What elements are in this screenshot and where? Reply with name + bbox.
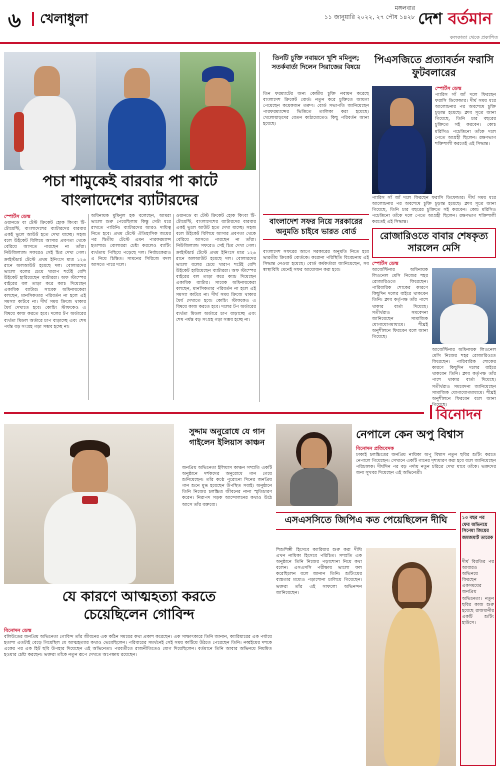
cricketer-photo-3 bbox=[180, 52, 256, 170]
banner-accent bbox=[430, 405, 432, 419]
psg-headline: পিএসজিতে প্রত্যাবর্তন ফরাসি ফুটবলারের bbox=[374, 55, 494, 79]
brand-logo bbox=[418, 6, 498, 41]
messi-headline-box bbox=[372, 228, 496, 258]
psg-body-cont: প্যারিস সাঁ জাঁ দলে ফিরছেন ফরাসি ডিফেন্ডার। দীর্ঘ সময় ধরে আলোচনার পর অবশেষে চুক্তি চূড়ান্ত হয়েছে। ক্লাব সূত্রে জানা গিয়েছে, তিনি চার বছরের চুক্তিতে সই করবেন। কোচ মরিসিও পচেত্তিনো তাঁকে দলে পেতে আগ্রহী ছিলেন। রক্ষণভাগ শক্তিশালী করতেই এই সিদ্ধান্ত। bbox=[372, 196, 496, 226]
dateline bbox=[285, 4, 415, 22]
messi-byline: স্পোর্টস ডেস্ক bbox=[372, 261, 399, 267]
govinda-headline-line-2: চেয়েছিলেন গোবিন্দ bbox=[83, 607, 195, 623]
masthead bbox=[0, 0, 500, 44]
messi-photo bbox=[432, 268, 496, 344]
mominul-headline: তিনটি চুক্তি নবায়নে খুশি মমিনুল; সতর্কবার্তা দিলেন সিরাজের বিষয়ে bbox=[271, 54, 361, 71]
brand-part-a: দেশ bbox=[418, 9, 448, 28]
lead-byline: স্পোর্টস ডেস্ক bbox=[4, 214, 31, 220]
cricketer-photo-1 bbox=[4, 52, 96, 170]
column-rule bbox=[259, 52, 260, 402]
psg-byline: স্পোর্টস ডেস্ক bbox=[435, 86, 462, 92]
lead-body-col-3: ওয়ানডে বা টেস্ট ক্রিকেট হোক কিংবা টি-টোয়েন্টি, বাংলাদেশের ব্যাটারদের বারবার একই ভুলে আউট হতে দেখা যাচ্ছে। সহজ বলে উইকেট বিলিয়ে আসার প্রবণতা থেকে বেরিয়ে আসতে পারছেন না তাঁরা। নিউজিল্যান্ড সফরেও সেই চিত্র দেখা গেল। ক্রাইস্টচার্চ টেস্টে প্রথম ইনিংসে মাত্র ১২৬ রানে অলআউট হয়েছে দল। বোলারদের ভালো বলের চেয়ে খারাপ শটেই বেশি উইকেট হারিয়েছেন ব্যাটাররা। অফ স্টাম্পের বাইরের বল তাড়া করে ক্যাচ দিয়েছেন একাধিক ব্যাটার। সাবেক অধিনায়কেরা বলছেন, মানসিকতার পরিবর্তন না হলে এই সমস্যা কাটবে না। দীর্ঘ সময় ক্রিজে থাকার ধৈর্য দেখাতে হবে। কোচিং স্টাফকেও এ বিষয়ে কাজ করতে হবে। দলের টপ অর্ডারের ব্যর্থতা মিডল অর্ডারে চাপ বাড়াচ্ছে এবং শেষ পর্যন্ত বড় সংগ্রহ গড়া সম্ভব হচ্ছে না। bbox=[176, 214, 256, 323]
apu-photo bbox=[276, 424, 352, 506]
mominul-body: তিন ফরম্যাটের জন্য কেন্দ্রীয় চুক্তি নবায়ন করেছে বাংলাদেশ ক্রিকেট বোর্ড। নতুন করে চুক্তিতে জায়গা পেয়েছেন কয়েকজন তরুণ। বোর্ড সভাপতি জানিয়েছেন পারফরম্যান্সের ভিত্তিতে তালিকা করা হয়েছে। খেলোয়াড়দের বেতন কাঠামোতেও কিছু পরিবর্তন আনা হয়েছে। bbox=[263, 92, 369, 128]
day-label: মঙ্গলবার bbox=[394, 5, 415, 12]
bcb-headline: বাংলাদেশ সফর নিয়ে সরকারের অনুমতি চাইবে ভারত বোর্ড bbox=[269, 217, 363, 236]
lead-headline-line-2: বাংলাদেশের ব্যাটারদের bbox=[61, 191, 199, 209]
govinda-headline-line-1: যে কারণে আত্মহত্যা করতে bbox=[62, 589, 216, 605]
kanon-body: জনপ্রিয় অভিনেতা ইলিয়াস কাঞ্চন সম্প্রতি একটি অনুষ্ঠানে দর্শকদের অনুরোধে গান গেয়ে শুনিয়েছেন। তাঁর কণ্ঠে পুরোনো দিনের জনপ্রিয় গান শুনে মুগ্ধ হয়েছেন উপস্থিত সবাই। অনুষ্ঠানে তিনি নিজের চলচ্চিত্র জীবনের নানা স্মৃতিচারণ করেন। নিরাপদ সড়ক আন্দোলনের কথাও উঠে আসে তাঁর বক্তব্যে। bbox=[182, 466, 272, 508]
cricketer-photo-2 bbox=[96, 52, 180, 170]
apu-headline: নেপালে কেন অপু বিশ্বাস bbox=[356, 428, 464, 441]
dighi-photo bbox=[366, 548, 456, 766]
column-rule bbox=[88, 214, 89, 400]
psg-body: প্যারিস সাঁ জাঁ দলে ফিরছেন ফরাসি ডিফেন্ডার। দীর্ঘ সময় ধরে আলোচনার পর অবশেষে চুক্তি চূড়ান্ত হয়েছে। ক্লাব সূত্রে জানা গিয়েছে, তিনি চার বছরের চুক্তিতে সই করবেন। কোচ মরিসিও পচেত্তিনো তাঁকে দলে পেতে আগ্রহী ছিলেন। রক্ষণভাগ শক্তিশালী করতেই এই সিদ্ধান্ত। bbox=[435, 93, 496, 147]
dighi-headline: এসএসসিতে জিপিএ কত পেয়েছিলেন দীঘি bbox=[284, 515, 448, 526]
lead-headline-block bbox=[4, 172, 256, 210]
apu-byline: বিনোদন প্রতিবেদক bbox=[356, 446, 394, 452]
dighi-body-col-1: শিশুশিল্পী হিসেবে ক্যারিয়ার শুরু করা দীঘি এখন নায়িকা হিসেবে পরিচিত। সম্প্রতি এক অনুষ্ঠানে তিনি নিজের পড়াশোনা নিয়ে কথা বলেন। এসএসসি পরীক্ষায় ভালো ফল করেছিলেন বলে জানান তিনি। শুটিংয়ের ব্যস্ততার মধ্যেও পড়াশোনা চালিয়ে গিয়েছেন। ভক্তরা তাঁর এই সাফল্যে অভিনন্দন জানিয়েছেন। bbox=[276, 548, 362, 596]
section-title: খেলাধুলা bbox=[40, 10, 88, 31]
brand-tagline: কলকাতা থেকে প্রকাশিত bbox=[449, 35, 498, 41]
bcb-headline-box bbox=[263, 214, 369, 240]
lead-headline-line-1: পচা শামুকেই বারবার পা কাটে bbox=[42, 172, 218, 190]
psg-player-photo bbox=[372, 86, 432, 194]
govinda-body: বলিউডের জনপ্রিয় অভিনেতা গোবিন্দ তাঁর জীবনের এক কঠিন সময়ের কথা প্রকাশ করেছেন। এক সাক্ষাৎকারে তিনি জানান, ক্যারিয়ারের এক পর্যায়ে হতাশা এতটাই বেড়ে গিয়েছিল যে আত্মহত্যার কথাও ভেবেছিলেন। পরিবারের সমর্থনেই সেই সময় কাটিয়ে উঠতে পেরেছেন তিনি। নব্বইয়ের দশকে একের পর এক হিট ছবি উপহার দিয়েছেন এই অভিনেতা। পরবর্তীতে রাজনীতিতেও যোগ দিয়েছিলেন। বর্তমানে তিনি আবার অভিনয়ে নিয়মিত হওয়ার চেষ্টা করছেন। ভক্তরা তাঁকে নতুন রূপে দেখতে অপেক্ষায় রয়েছেন। bbox=[4, 635, 272, 659]
date-label: ১১ জানুয়ারি ২০২২, ২৭ পৌষ ১৪২৮ bbox=[324, 14, 415, 21]
govinda-photo bbox=[4, 424, 174, 584]
column-rule bbox=[173, 214, 174, 400]
bcb-body: বাংলাদেশ সফরের আগে সরকারের অনুমতি নিতে হবে ভারতীয় ক্রিকেট বোর্ডকে। করোনা পরিস্থিতি বিবেচনায় এই সিদ্ধান্ত নেওয়া হয়েছে। বোর্ড কর্মকর্তারা জানিয়েছেন, সব স্বাস্থ্যবিধি মেনেই সফর আয়োজন করা হবে। bbox=[263, 250, 369, 274]
messi-body-cont: আর্জেন্টিনার অধিনায়ক লিওনেল মেসি নিজের শহর রোজারিওতে ফিরেছেন। পারিবারিক শোকের কারণে কিছুদিন দলের বাইরে থাকবেন তিনি। ক্লাব কর্তৃপক্ষ তাঁর পাশে থাকার বার্তা দিয়েছে। সতীর্থরাও সমবেদনা জানিয়েছেন সামাজিক যোগাযোগমাধ্যমে। শীঘ্রই অনুশীলনে ফিরবেন বলে জানা গিয়েছে। bbox=[432, 348, 496, 408]
brand-part-b: বর্তমান bbox=[447, 9, 492, 28]
messi-headline: রোজারিওতে বাবার শেষকৃত্য সারলেন মেসি bbox=[379, 231, 489, 254]
lead-body-col-1: ওয়ানডে বা টেস্ট ক্রিকেট হোক কিংবা টি-টোয়েন্টি, বাংলাদেশের ব্যাটারদের বারবার একই ভুলে আউট হতে দেখা যাচ্ছে। সহজ বলে উইকেট বিলিয়ে আসার প্রবণতা থেকে বেরিয়ে আসতে পারছেন না তাঁরা। নিউজিল্যান্ড সফরেও সেই চিত্র দেখা গেল। ক্রাইস্টচার্চ টেস্টে প্রথম ইনিংসে মাত্র ১২৬ রানে অলআউট হয়েছে দল। বোলারদের ভালো বলের চেয়ে খারাপ শটেই বেশি উইকেট হারিয়েছেন ব্যাটাররা। অফ স্টাম্পের বাইরের বল তাড়া করে ক্যাচ দিয়েছেন একাধিক ব্যাটার। সাবেক অধিনায়কেরা বলছেন, মানসিকতার পরিবর্তন না হলে এই সমস্যা কাটবে না। দীর্ঘ সময় ক্রিজে থাকার ধৈর্য দেখাতে হবে। কোচিং স্টাফকেও এ বিষয়ে কাজ করতে হবে। দলের টপ অর্ডারের ব্যর্থতা মিডল অর্ডারে চাপ বাড়াচ্ছে এবং শেষ পর্যন্ত বড় সংগ্রহ গড়া সম্ভব হচ্ছে না। bbox=[4, 221, 86, 330]
kanon-headline: সুদ্দাম অনুরোধে যে গান গাইলেন ইলিয়াস কাঞ্চন bbox=[189, 427, 265, 447]
lead-body-col-2: অধিনায়ক মুমিনুল হক বলেছেন, আমরা ভালো শুরু পেয়েছিলাম কিন্তু সেটা ধরে রাখতে পারিনি। ব্যাটারদের আরও দায়িত্ব নিতে হবে। প্রথম টেস্টে ঐতিহাসিক জয়ের পর দ্বিতীয় টেস্টে এমন পারফরম্যান্স হতাশার। বোলাররা চেষ্টা করলেও ব্যাটিং ব্যর্থতায় পিছিয়ে পড়েছে দল। নির্বাচকেরাও এ নিয়ে চিন্তিত। সামনের সিরিজে বদল আসতে পারে দলে। bbox=[91, 214, 171, 268]
side-headline: ১৩ বছর পর ফের অভিনয়ে সিনেমা জিয়ের জমজমাট তারেক bbox=[462, 516, 494, 541]
section-divider bbox=[4, 412, 424, 414]
govinda-byline: বিনোদন ডেস্ক bbox=[4, 628, 32, 634]
messi-body: আর্জেন্টিনার অধিনায়ক লিওনেল মেসি নিজের শহর রোজারিওতে ফিরেছেন। পারিবারিক শোকের কারণে কিছুদিন দলের বাইরে থাকবেন তিনি। ক্লাব কর্তৃপক্ষ তাঁর পাশে থাকার বার্তা দিয়েছে। সতীর্থরাও সমবেদনা জানিয়েছেন সামাজিক যোগাযোগমাধ্যমে। শীঘ্রই অনুশীলনে ফিরবেন বলে জানা গিয়েছে। bbox=[372, 268, 428, 341]
entertainment-banner: বিনোদন bbox=[436, 407, 482, 423]
apu-body: ঢাকাই চলচ্চিত্রের জনপ্রিয় নায়িকা অপু বিশ্বাস নতুন ছবির শুটিং করতে নেপালে গিয়েছেন। সেখানে একটি গানের দৃশ্যধারণ করা হবে বলে জানিয়েছেন পরিচালক। দীর্ঘদিন পর বড় পর্দায় নতুন চরিত্রে দেখা যাবে তাঁকে। ভক্তদের জন্য সুখবর দিয়েছেন এই অভিনেত্রী। bbox=[356, 453, 496, 477]
page-number: ৬ bbox=[8, 8, 22, 32]
side-body: দীর্ঘ বিরতির পর আবারও অভিনয়ে ফিরছেন একসময়ের জনপ্রিয় অভিনেতা। নতুন ছবির কাজ শুরু হয়েছে রাজধানীর একটি শুটিং হাউসে। bbox=[462, 560, 494, 626]
dighi-headline-box bbox=[276, 512, 456, 530]
